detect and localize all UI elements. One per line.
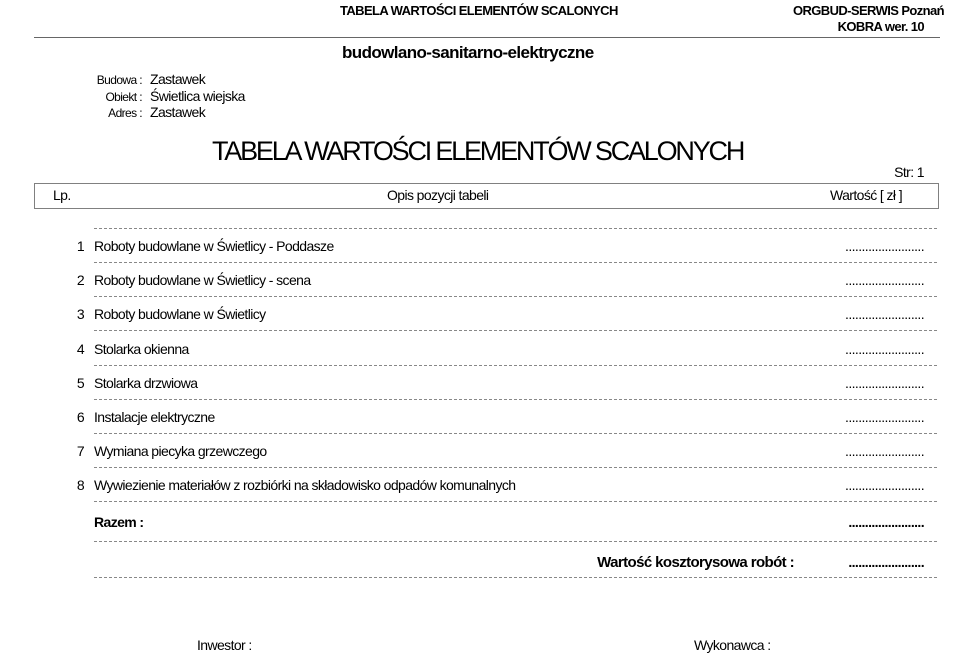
row-divider [94, 501, 937, 502]
row-value: ........................ [845, 477, 924, 494]
project-value-budowa: Zastawek [150, 71, 206, 87]
software-version: KOBRA wer. 10 [837, 19, 924, 34]
summary-value: ....................... [848, 554, 924, 570]
contractor-signature-label: Wykonawca : [694, 637, 771, 653]
total-value: ....................... [848, 514, 924, 530]
header-subtitle: budowlano-sanitarno-elektryczne [342, 43, 594, 62]
row-divider [94, 365, 937, 366]
page-number: Str: 1 [894, 164, 924, 180]
row-number: 4 [76, 340, 84, 357]
header-title: TABELA WARTOŚCI ELEMENTÓW SCALONYCH [340, 3, 618, 18]
row-number: 5 [76, 374, 84, 391]
total-label: Razem : [94, 514, 144, 530]
page-title: TABELA WARTOŚCI ELEMENTÓW SCALONYCH [212, 136, 744, 166]
investor-signature-label: Inwestor : [197, 637, 252, 653]
row-value: ........................ [845, 443, 924, 460]
row-description: Stolarka drzwiowa [94, 374, 198, 391]
column-header-description: Opis pozycji tabeli [387, 187, 489, 203]
row-value: ........................ [845, 340, 924, 357]
company-name: ORGBUD-SERWIS Poznań [793, 3, 944, 18]
row-description: Stolarka okienna [94, 340, 189, 357]
total-divider [94, 541, 937, 542]
row-description: Roboty budowlane w Świetlicy - scena [94, 272, 311, 289]
row-divider [94, 296, 937, 297]
row-description: Wymiana piecyka grzewczego [94, 443, 267, 460]
row-value: ........................ [845, 306, 924, 323]
row-number: 2 [76, 272, 84, 289]
header-row-divider [94, 228, 937, 229]
header-divider [34, 37, 940, 38]
row-value: ........................ [845, 409, 924, 425]
project-label-budowa: Budowa : [96, 73, 142, 87]
row-number: 6 [76, 409, 84, 425]
row-divider [94, 433, 937, 434]
project-label-obiekt: Obiekt : [105, 90, 142, 104]
row-value: ........................ [845, 272, 924, 289]
row-description: Wywiezienie materiałów z rozbiórki na składowisko odpadów komunalnych [94, 477, 516, 494]
row-description: Roboty budowlane w Świetlicy [94, 306, 266, 323]
row-value: ........................ [845, 238, 924, 254]
row-description: Roboty budowlane w Świetlicy - Poddasze [94, 238, 334, 254]
row-divider [94, 330, 937, 331]
row-description: Instalacje elektryczne [94, 409, 215, 425]
row-number: 8 [76, 477, 84, 494]
row-number: 3 [76, 306, 84, 323]
table-header [34, 183, 939, 209]
summary-divider [94, 577, 937, 578]
row-divider [94, 467, 937, 468]
row-number: 7 [76, 443, 84, 460]
row-value: ........................ [845, 374, 924, 391]
row-divider [94, 399, 937, 400]
project-value-obiekt: Świetlica wiejska [150, 88, 245, 104]
column-header-lp: Lp. [53, 187, 71, 203]
summary-label: Wartość kosztorysowa robót : [597, 554, 794, 571]
project-label-adres: Adres : [108, 106, 142, 120]
row-number: 1 [76, 238, 84, 254]
project-value-adres: Zastawek [150, 104, 206, 120]
column-header-value: Wartość [ zł ] [830, 187, 902, 203]
row-divider [94, 262, 937, 263]
